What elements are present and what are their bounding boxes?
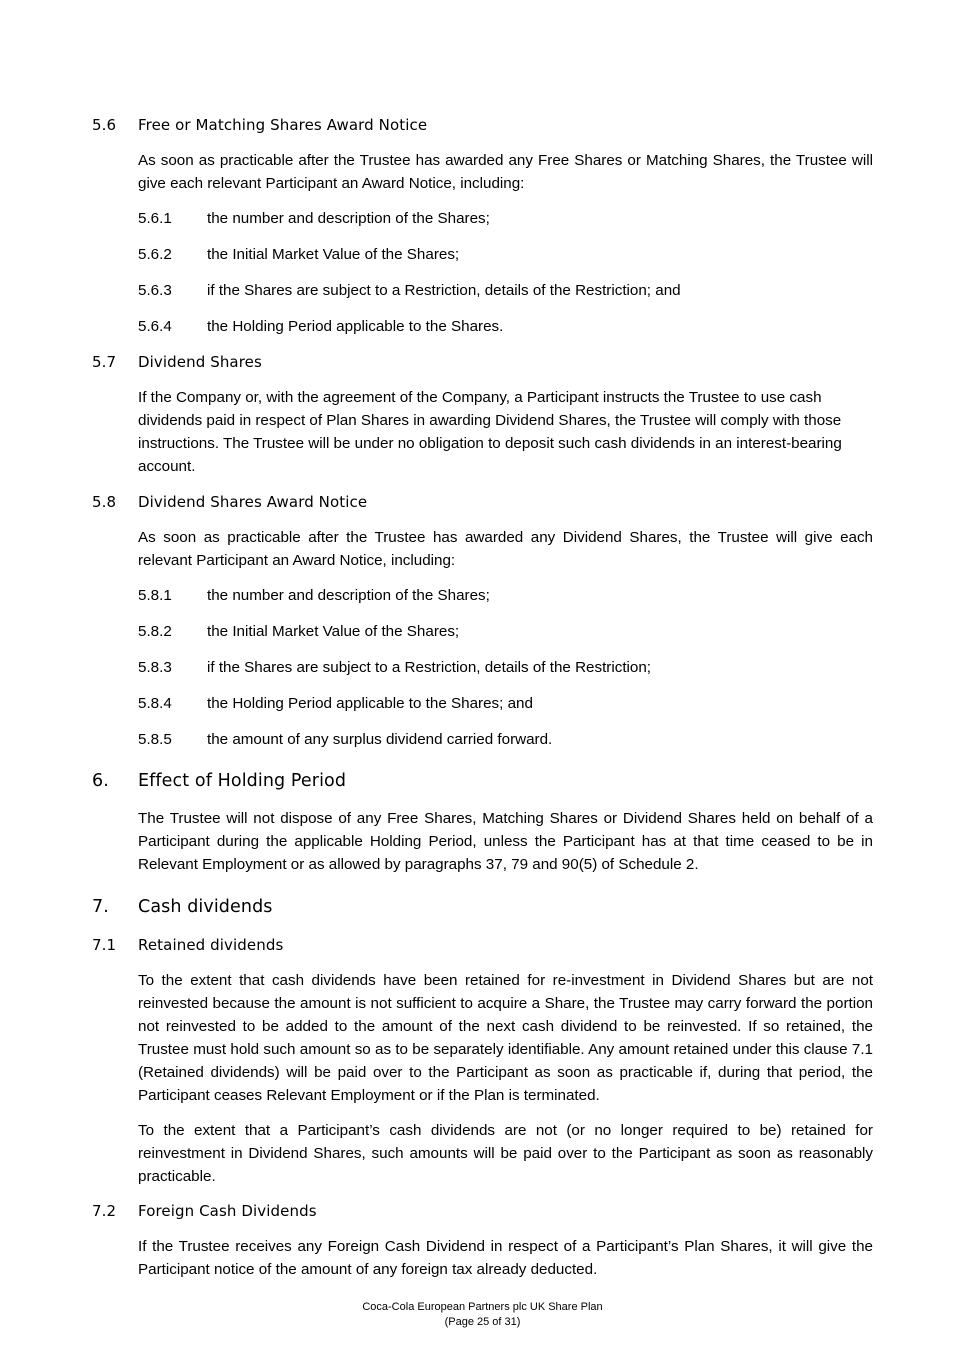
section-number: 5.8 bbox=[92, 493, 117, 511]
section-heading-5-8 bbox=[92, 493, 367, 511]
section-heading-7-2 bbox=[92, 1202, 317, 1220]
section-number: 6. bbox=[92, 771, 109, 791]
item-number: 5.6.3 bbox=[138, 282, 172, 299]
item-number: 5.8.5 bbox=[138, 731, 172, 748]
list-item-5-8-3 bbox=[138, 659, 873, 676]
section-number: 7.2 bbox=[92, 1202, 117, 1220]
item-number: 5.6.4 bbox=[138, 318, 172, 335]
item-text: the Holding Period applicable to the Shares; and bbox=[207, 695, 533, 712]
list-item-5-8-2 bbox=[138, 623, 873, 640]
item-text: the number and description of the Shares; bbox=[207, 587, 490, 604]
list-item-5-6-3 bbox=[138, 282, 873, 299]
list-item-5-8-5 bbox=[138, 731, 873, 748]
section-body-5-7: If the Company or, with the agreement of the Company, a Participant instructs the Trustee to use cash dividends paid in respect of Plan Shares in awarding Dividend Shares, the Trustee will comply with those instructions. The Trustee will be under no obligation to deposit such cash dividends in an interest-bearing account. bbox=[138, 389, 842, 475]
item-text: the number and description of the Shares; bbox=[207, 210, 490, 227]
section-title: Effect of Holding Period bbox=[138, 771, 347, 791]
section-number: 5.7 bbox=[92, 353, 117, 371]
section-number: 7.1 bbox=[92, 936, 117, 954]
section-body-7-2: If the Trustee receives any Foreign Cash Dividend in respect of a Participant’s Plan Shares, it will give the Participant notice of the amount of any foreign tax already deducted. bbox=[138, 1238, 873, 1278]
section-title: Foreign Cash Dividends bbox=[138, 1202, 317, 1220]
section-number: 7. bbox=[92, 897, 109, 917]
item-number: 5.8.3 bbox=[138, 659, 172, 676]
item-number: 5.8.2 bbox=[138, 623, 172, 640]
item-text: the Initial Market Value of the Shares; bbox=[207, 623, 460, 640]
section-title: Cash dividends bbox=[138, 897, 273, 917]
section-body-5-6: As soon as practicable after the Trustee has awarded any Free Shares or Matching Shares, the Trustee will give each relevant Participant an Award Notice, including: bbox=[138, 152, 873, 192]
list-item-5-6-1 bbox=[138, 210, 873, 227]
section-heading-7 bbox=[92, 897, 273, 917]
list-item-5-6-4 bbox=[138, 318, 873, 335]
section-title: Retained dividends bbox=[138, 936, 284, 954]
item-number: 5.6.1 bbox=[138, 210, 172, 227]
section-title: Free or Matching Shares Award Notice bbox=[138, 116, 428, 134]
section-title: Dividend Shares Award Notice bbox=[138, 493, 368, 511]
section-heading-5-7 bbox=[92, 353, 262, 371]
item-text: if the Shares are subject to a Restriction, details of the Restriction; and bbox=[207, 282, 681, 299]
section-body-7-1-a: To the extent that cash dividends have been retained for re-investment in Dividend Shares but are not reinvested because the amount is not sufficient to acquire a Share, the Trustee may carry forward the portion not reinvested to be added to the amount of the next cash dividend to be reinvested. If so retained, the Trustee must hold such amount so as to be separately identifiable. Any amount retained under this clause 7.1 (Retained dividends) will be paid over to the Participant as soon as practicable if, during that period, the Participant ceases Relevant Employment or if the Plan is terminated. bbox=[138, 972, 873, 1104]
footer-page-number: (Page 25 of 31) bbox=[444, 1316, 521, 1328]
item-text: the amount of any surplus dividend carried forward. bbox=[207, 731, 553, 748]
page-footer bbox=[0, 1300, 965, 1330]
item-number: 5.8.1 bbox=[138, 587, 172, 604]
list-item-5-8-1 bbox=[138, 587, 873, 604]
section-title: Dividend Shares bbox=[138, 353, 262, 371]
footer-document-title: Coca-Cola European Partners plc UK Share Plan bbox=[362, 1301, 603, 1313]
item-text: the Initial Market Value of the Shares; bbox=[207, 246, 460, 263]
section-heading-7-1 bbox=[92, 936, 283, 954]
item-number: 5.8.4 bbox=[138, 695, 172, 712]
section-number: 5.6 bbox=[92, 116, 117, 134]
section-body-6: The Trustee will not dispose of any Free Shares, Matching Shares or Dividend Shares held on behalf of a Participant during the applicable Holding Period, unless the Participant has at that time ceased to be in Relevant Employment or as allowed by paragraphs 37, 79 and 90(5) of Schedule 2. bbox=[138, 810, 873, 873]
list-item-5-8-4 bbox=[138, 695, 873, 712]
section-body-7-1-b: To the extent that a Participant’s cash dividends are not (or no longer required to be) retained for reinvestment in Dividend Shares, such amounts will be paid over to the Participant as soon as reasonably practicable. bbox=[138, 1122, 873, 1185]
item-text: the Holding Period applicable to the Shares. bbox=[207, 318, 504, 335]
item-number: 5.6.2 bbox=[138, 246, 172, 263]
item-text: if the Shares are subject to a Restriction, details of the Restriction; bbox=[207, 659, 652, 676]
section-body-5-8: As soon as practicable after the Trustee has awarded any Dividend Shares, the Trustee will give each relevant Participant an Award Notice, including: bbox=[138, 529, 873, 569]
section-heading-5-6 bbox=[92, 116, 427, 134]
list-item-5-6-2 bbox=[138, 246, 873, 263]
section-heading-6 bbox=[92, 771, 346, 791]
